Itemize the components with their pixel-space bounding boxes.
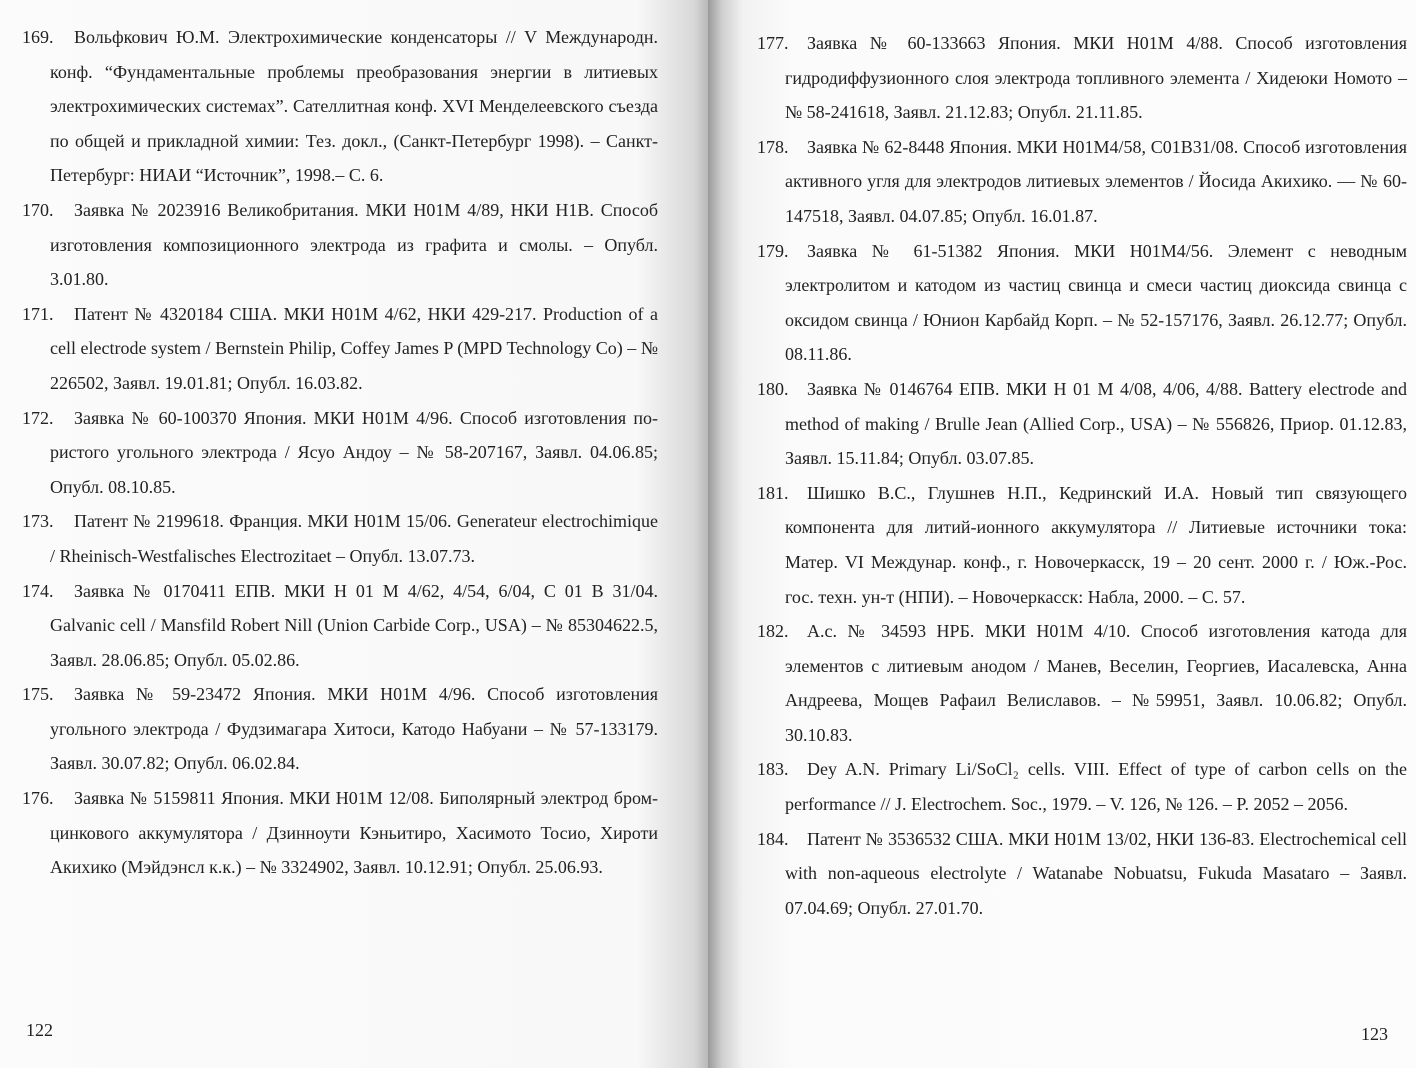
reference-number: 174. (22, 580, 54, 601)
reference-text: Заявка № 59-23472 Япония. МКИ Н01М 4/96. Способ изготовления угольного электрода / Фудзимагара Хитоси, Катодо Набуани – № 57-133179. Заявл. 30.07.82; Опубл. 06.02.84. (50, 684, 658, 774)
reference-number: 182. (757, 621, 789, 642)
reference-number: 172. (22, 407, 54, 428)
reference-text: Dey A.N. Primary Li/SoCl₂ cells. VIII. Effect of type of carbon cells on the performance // J. Electrochem. Soc., 1979. – V. 126, № 126. – P. 2052 – 2056. (785, 759, 1407, 815)
reference-text: Заявка № 5159811 Япония. МКИ Н01М 12/08. Биполярный электрод бром-цинкового аккумулятора / Дзинноути Кэньитиро, Хасимото Тосио, Хироти Акихико (Мэйдэнсл к.к.) – № 3324902, Заявл. 10.12.91; Опубл. 25.06.93. (50, 788, 658, 878)
reference-181 (757, 476, 1407, 614)
reference-number: 183. (757, 759, 789, 780)
reference-number: 181. (757, 482, 789, 503)
reference-text: Заявка № 62-8448 Япония. МКИ Н01М4/58, С01В31/08. Способ изготовления активного угля для электродов литиевых элементов / Йосида Акихико. — № 60-147518, Заявл. 04.07.85; Опубл. 16.01.87. (785, 136, 1407, 226)
reference-text: Заявка № 0170411 ЕПВ. МКИ Н 01 М 4/62, 4/54, 6/04, С 01 В 31/04. Galvanic cell / Mansfild Robert Nill (Union Carbide Corp., USA) – № 85304622.5, Заявл. 28.06.85; Опубл. 05.02.86. (50, 580, 658, 670)
reference-text: Заявка № 60-100370 Япония. МКИ Н01М 4/96. Способ изготовления пористого угольного электрода / Ясуо Андоу – № 58-207167, Заявл. 04.06.85; Опубл. 08.10.85. (50, 407, 658, 497)
page-number-left: 122 (26, 1020, 53, 1040)
reference-184 (757, 822, 1407, 926)
reference-number: 180. (757, 378, 789, 399)
reference-182 (757, 614, 1407, 752)
reference-number: 176. (22, 788, 54, 809)
reference-180 (757, 372, 1407, 476)
reference-176 (22, 781, 658, 885)
reference-text: Заявка № 0146764 ЕПВ. МКИ Н 01 М 4/08, 4/06, 4/88. Battery electrode and method of making / Brulle Jean (Allied Corp., USA) – № 556826, Приор. 01.12.83, Заявл. 15.11.84; Опубл. 03.07.85. (785, 378, 1407, 469)
reference-169 (22, 20, 658, 193)
right-page (708, 0, 1416, 1068)
reference-number: 179. (757, 240, 789, 261)
reference-173 (22, 504, 658, 573)
page-number-right: 123 (1361, 1024, 1388, 1044)
reference-text: Заявка № 61-51382 Япония. МКИ Н01М4/56. Элемент с неводным электролитом и катодом из частиц свинца и смеси частиц диоксида свинца с оксидом свинца / Юнион Карбайд Корп. – № 52-157176, Заявл. 26.12.77; Опубл. 08.11.86. (785, 240, 1407, 365)
reference-183 (757, 752, 1407, 821)
reference-text: А.с. № 34593 НРБ. МКИ Н01М 4/10. Способ изготовления катода для элементов с литиевым анодом / Манев, Веселин, Георгиев, Иасалевска, Анна Андреева, Мощев Рафаил Велиславов. – №59951, Заявл. 10.06.82; Опубл. 30.10.83. (785, 621, 1407, 745)
reference-list-left (22, 20, 658, 885)
reference-number: 169. (22, 27, 54, 47)
reference-text: Шишко В.С., Глушнев Н.П., Кедринский И.А. Новый тип связующего компонента для литий-ионного аккумулятора // Литиевые источники тока: Матер. VI Междунар. конф., г. Новочеркасск, 19 – 20 сент. 2000 г. / Юж.-Рос. гос. техн. ун-т (НПИ). – Новочеркасск: Набла, 2000. – С. 57. (785, 482, 1407, 607)
reference-number: 178. (757, 136, 789, 157)
reference-text: Патент № 3536532 США. МКИ Н01М 13/02, НКИ 136-83. Electrochemical cell with non-aqueous electrolyte / Watanabe Nobuatsu, Fukuda Masataro – Заявл. 07.04.69; Опубл. 27.01.70. (785, 828, 1407, 918)
reference-177 (757, 26, 1407, 130)
reference-number: 173. (22, 511, 54, 532)
reference-179 (757, 234, 1407, 372)
reference-text: Патент № 4320184 США. МКИ Н01М 4/62, НКИ 429-217. Production of a cell electrode system / Bernstein Philip, Coffey James P (MPD Technology Co) – № 226502, Заявл. 19.01.81; Опубл. 16.03.82. (50, 303, 658, 393)
reference-number: 177. (757, 33, 789, 53)
reference-171 (22, 297, 658, 401)
reference-text: Заявка № 60-133663 Япония. МКИ Н01М 4/88. Способ изготовления гидродиффузионного слоя электрода топливного элемента / Хидеюки Номото – № 58-241618, Заявл. 21.12.83; Опубл. 21.11.85. (785, 33, 1407, 123)
reference-list-right (757, 26, 1407, 925)
reference-number: 170. (22, 199, 54, 220)
reference-178 (757, 130, 1407, 234)
reference-174 (22, 574, 658, 678)
reference-text: Патент № 2199618. Франция. МКИ Н01М 15/06. Generateur electrochimique / Rheinisch-Westfalisches Electrozitaet – Опубл. 13.07.73. (50, 511, 658, 566)
reference-172 (22, 401, 658, 505)
reference-175 (22, 677, 658, 781)
reference-number: 184. (757, 828, 789, 849)
reference-number: 171. (22, 303, 54, 324)
reference-170 (22, 193, 658, 297)
reference-number: 175. (22, 684, 54, 705)
reference-text: Вольфкович Ю.М. Электрохимические конденсаторы // V Международн. конф. “Фундаментальные проблемы преобразования энергии в литиевых электрохимических системах”. Сателлитная конф. XVI Менделеевского съезда по общей и прикладной химии: Тез. докл., (Санкт-Петербург 1998). – Санкт-Петербург: НИАИ “Источник”, 1998.– С. 6. (50, 27, 658, 186)
reference-text: Заявка № 2023916 Великобритания. МКИ Н01М 4/89, НКИ Н1В. Способ изготовления композиционного электрода из графита и смолы. – Опубл. 3.01.80. (50, 199, 658, 290)
